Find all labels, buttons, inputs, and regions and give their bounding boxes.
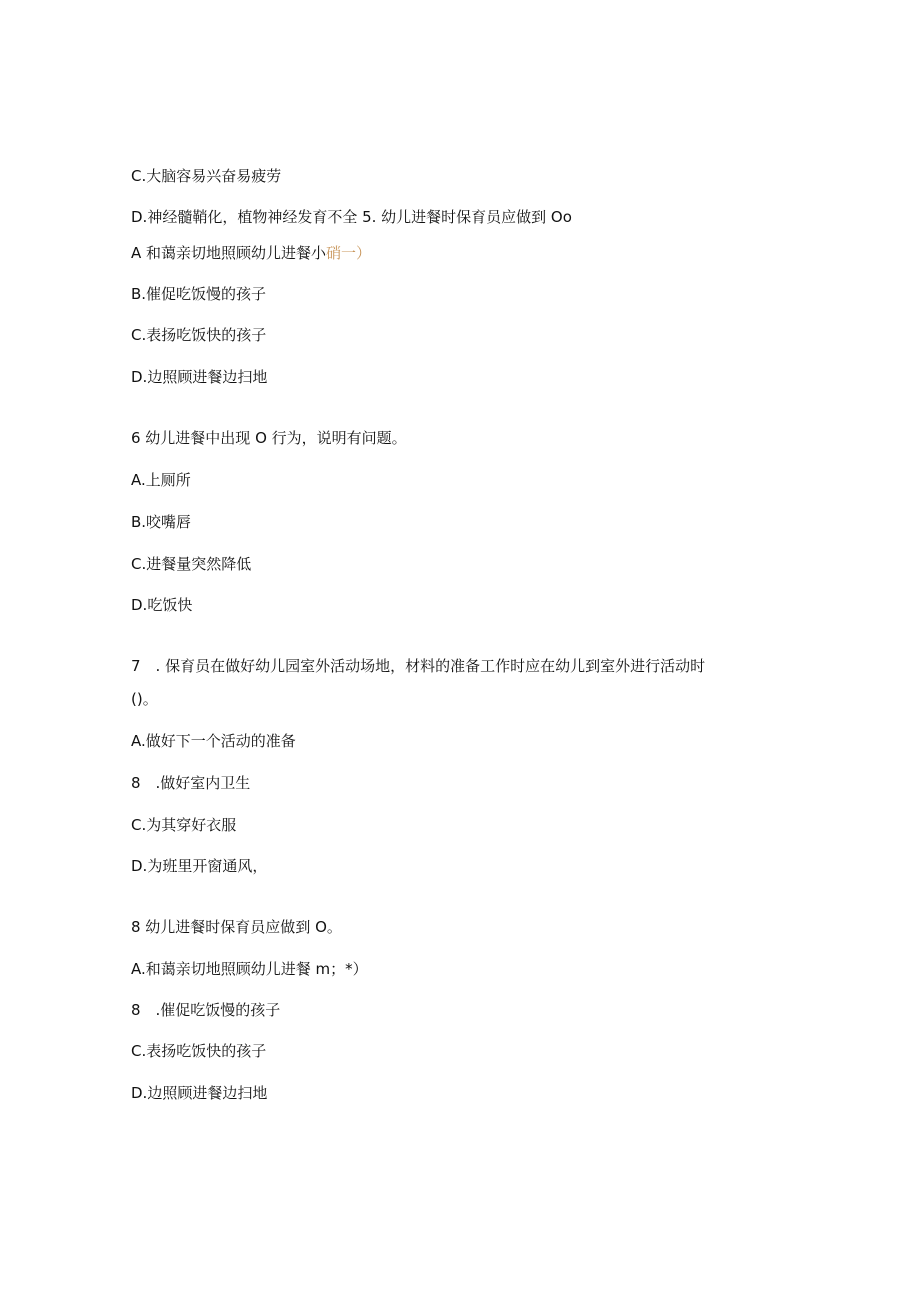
option-a2-text: A.和蔼亲切地照顾幼儿进餐 m；	[131, 960, 346, 978]
option-d-sweep-2: D.边照顾进餐边扫地	[131, 1084, 268, 1102]
option-d-nerve-and-question-5: D.神经髓鞘化，植物神经发育不全 5. 幼儿进餐时保育员应做到 Oo	[131, 208, 572, 226]
option-a-toilet: A.上厕所	[131, 471, 191, 489]
option-c-dress: C.为其穿好衣服	[131, 816, 237, 834]
question-8: 8 幼儿进餐时保育员应做到 O。	[131, 918, 342, 936]
option-b-hurry-slow-2: 8 .催促吃饭慢的孩子	[131, 1001, 281, 1019]
option-a-next-activity: A.做好下一个活动的准备	[131, 732, 296, 750]
option-d-ventilate: D.为班里开窗通风，	[131, 857, 268, 875]
option-b-indoor-clean: 8 .做好室内卫生	[131, 774, 251, 792]
option-b-hurry-slow: B.催促吃饭慢的孩子	[131, 285, 267, 303]
question-7: 7 . 保育员在做好幼儿园室外活动场地，材料的准备工作时应在幼儿到室外进行活动时	[131, 657, 706, 675]
option-c-brain: C.大脑容易兴奋易疲劳	[131, 167, 282, 185]
option-a-kind-care	[131, 243, 371, 263]
option-a-kind-care-2	[131, 959, 368, 979]
option-c-praise-fast-2: C.表扬吃饭快的孩子	[131, 1042, 267, 1060]
option-a-text: A 和蔼亲切地照顾幼儿进餐小	[131, 244, 327, 262]
option-b-bite-lip: B.咬嘴唇	[131, 513, 192, 531]
option-d-eat-fast: D.吃饭快	[131, 596, 193, 614]
option-a2-tail-mark: *）	[345, 960, 368, 978]
option-c-intake-drop: C.进餐量突然降低	[131, 555, 252, 573]
option-d-sweep: D.边照顾进餐边扫地	[131, 368, 268, 386]
question-7-continuation: ()。	[131, 690, 158, 708]
question-6: 6 幼儿进餐中出现 O 行为，说明有问题。	[131, 429, 407, 447]
option-a-tail-mark: 硝一）	[326, 244, 372, 262]
option-c-praise-fast: C.表扬吃饭快的孩子	[131, 326, 267, 344]
